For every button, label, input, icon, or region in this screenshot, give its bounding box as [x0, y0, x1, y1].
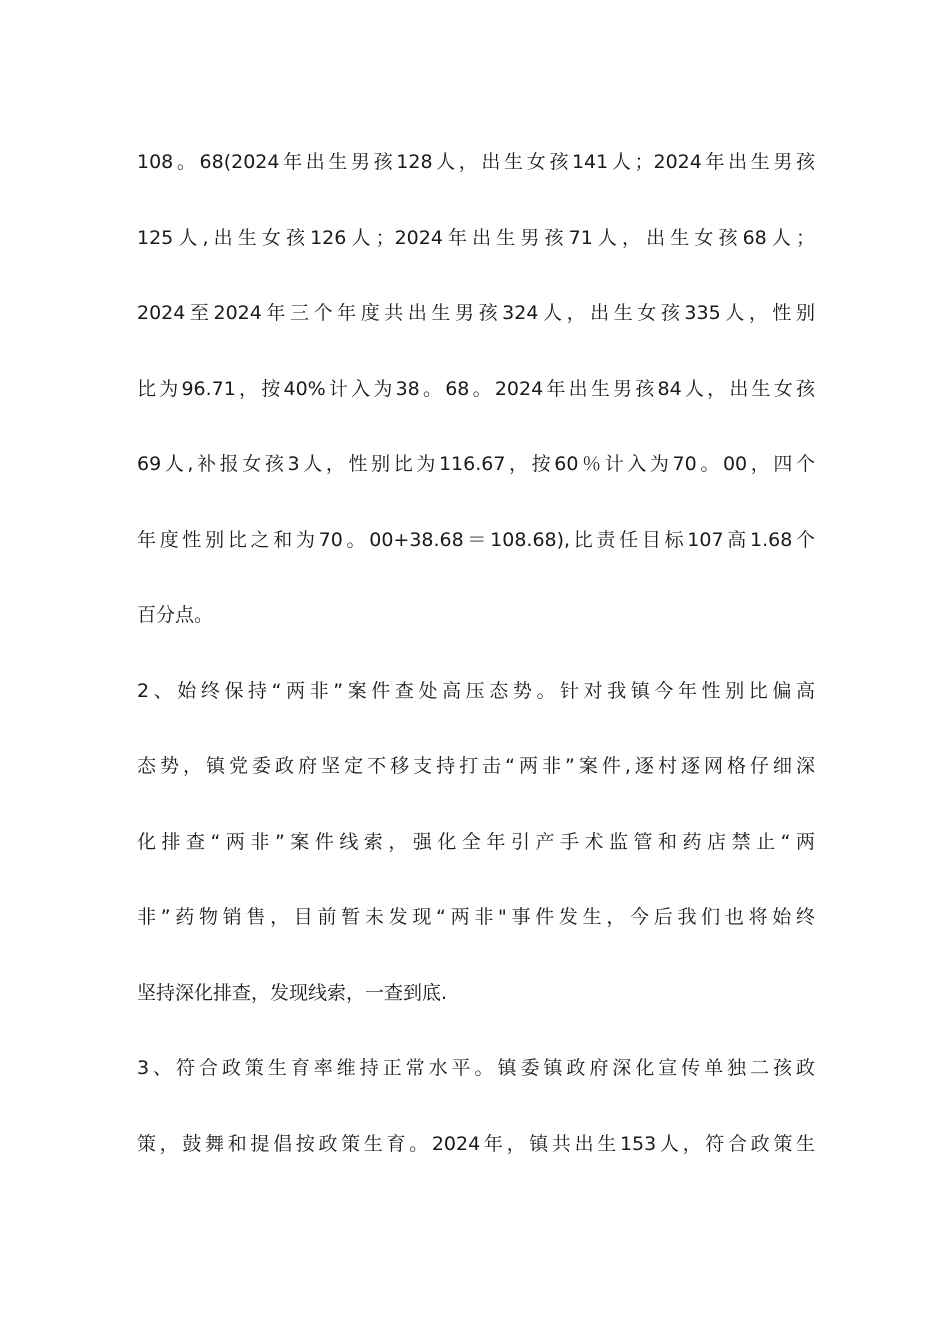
text-line: 化排查“两非”案件线索，强化全年引产手术监管和药店禁止“两 [137, 830, 815, 853]
text-line: 坚持深化排查，发现线索，一查到底. [137, 981, 448, 1004]
document-body [137, 142, 815, 1199]
text-line: 69人,补报女孩3人，性别比为116.67，按60％计入为70。00，四个 [137, 453, 815, 475]
paragraph-two-non-cases [137, 671, 815, 1049]
text-line: 2024至2024年三个年度共出生男孩324人，出生女孩335人，性别 [137, 302, 815, 324]
text-line: 策，鼓舞和提倡按政策生育。2024年，镇共出生153人，符合政策生 [137, 1132, 815, 1155]
text-line: 108。68(2024年出生男孩128人，出生女孩141人；2024年出生男孩 [137, 151, 815, 173]
text-line: 2、始终保持“两非”案件查处高压态势。针对我镇今年性别比偏高 [137, 679, 815, 702]
text-line: 3、符合政策生育率维持正常水平。镇委镇政府深化宣传单独二孩政 [137, 1057, 815, 1079]
paragraph-policy-birth-rate [137, 1048, 815, 1199]
text-line: 比为96.71，按40%计入为38。68。2024年出生男孩84人，出生女孩 [137, 377, 815, 400]
text-line: 百分点。 [137, 604, 214, 626]
text-line: 125人,出生女孩126人；2024年出生男孩71人，出生女孩68人； [137, 226, 815, 249]
text-line: 年度性别比之和为70。00+38.68＝108.68),比责任目标107高1.68个 [137, 528, 815, 551]
paragraph-sex-ratio-statistics [137, 142, 815, 671]
text-line: 非”药物销售，目前暂未发现“两非"事件发生，今后我们也将始终 [137, 906, 815, 928]
text-line: 态势，镇党委政府坚定不移支持打击“两非”案件,逐村逐网格仔细深 [137, 755, 815, 777]
